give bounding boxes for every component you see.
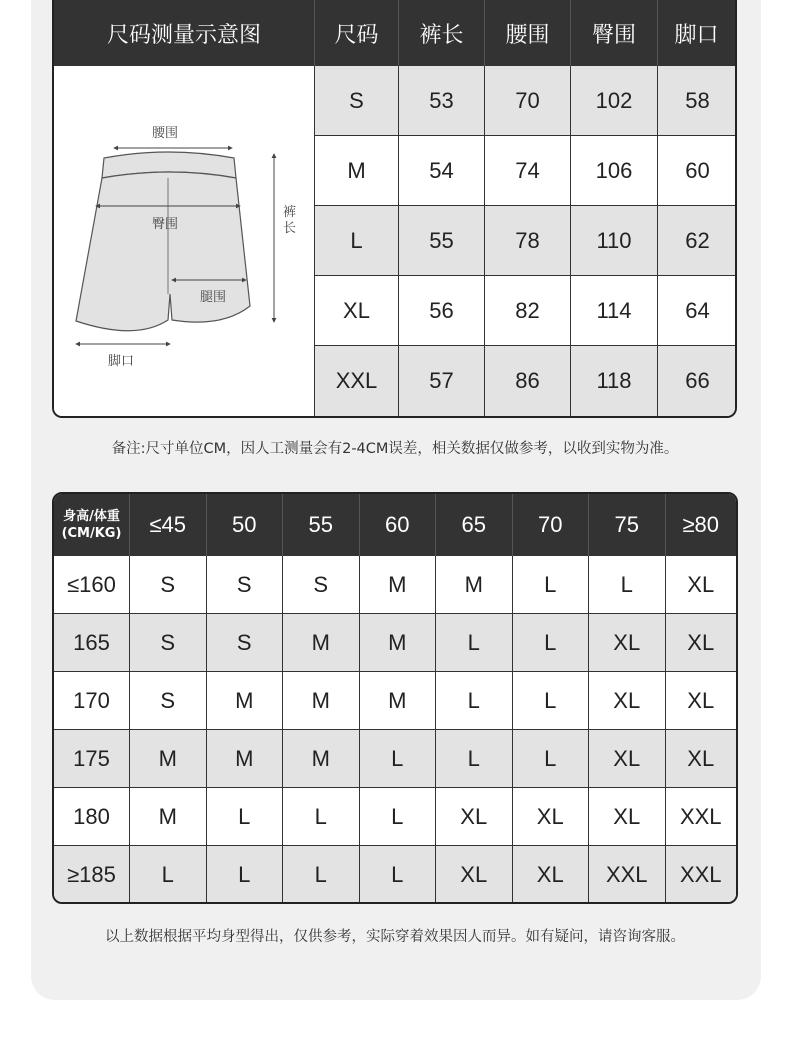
size-cell: M: [283, 672, 360, 729]
size-measurement-table: [52, 0, 737, 418]
size-row: [315, 276, 737, 346]
measurement-note: 备注:尺寸单位CM，因人工测量会有2-4CM误差，相关数据仅做参考，以收到实物为准。: [111, 441, 679, 457]
size-cell: S: [130, 672, 207, 729]
size-cell: M: [436, 556, 513, 613]
hip-cell: 110: [571, 206, 658, 275]
size-cell: XL: [513, 846, 590, 904]
recommend-header-row: [54, 494, 736, 556]
hem-cell: 60: [685, 157, 710, 183]
length-cell: 54: [399, 136, 485, 205]
size-cell: L: [513, 730, 590, 787]
recommend-row: [54, 614, 736, 672]
weight-header: 70: [513, 494, 590, 556]
header-hip: 臀围: [571, 0, 658, 66]
header-hem: 脚口: [674, 22, 719, 48]
corner-line-1: 身高/体重: [63, 509, 120, 524]
size-cell: L: [360, 846, 437, 904]
size-cell: M: [315, 136, 399, 205]
size-recommendation-table: [52, 492, 738, 904]
hip-cell: 102: [571, 66, 658, 135]
size-cell: S: [207, 614, 284, 671]
size-cell: XL: [436, 846, 513, 904]
size-cell: L: [283, 846, 360, 904]
size-row: [315, 206, 737, 276]
waist-cell: 82: [485, 276, 571, 345]
hip-cell: 118: [571, 346, 658, 416]
size-cell: XL: [687, 571, 715, 597]
recommendation-note: 以上数据根据平均身型得出，仅供参考，实际穿着效果因人而异。如有疑问，请咨询客服。: [105, 929, 685, 945]
weight-header: 75: [589, 494, 666, 556]
size-cell: M: [360, 614, 437, 671]
recommend-row: [54, 846, 736, 904]
label-hem: 脚口: [108, 354, 135, 369]
length-cell: 55: [399, 206, 485, 275]
label-waist: 腰围: [152, 126, 179, 141]
size-cell: M: [360, 556, 437, 613]
size-cell: L: [207, 788, 284, 845]
label-length-2: 长: [283, 221, 297, 236]
size-cell: XXL: [679, 803, 722, 829]
size-cell: S: [207, 556, 284, 613]
size-cell: XL: [589, 730, 666, 787]
size-cell: L: [207, 846, 284, 904]
weight-header: 55: [283, 494, 360, 556]
size-cell: L: [589, 556, 666, 613]
length-cell: 56: [399, 276, 485, 345]
size-cell: L: [283, 788, 360, 845]
size-cell: M: [283, 614, 360, 671]
size-cell: S: [315, 66, 399, 135]
size-cell: M: [360, 672, 437, 729]
size-cell: L: [360, 788, 437, 845]
size-cell: L: [360, 730, 437, 787]
waist-cell: 78: [485, 206, 571, 275]
size-cell: M: [207, 730, 284, 787]
size-cell: XXL: [315, 346, 399, 416]
size-row: [315, 136, 737, 206]
hem-cell: 62: [685, 227, 710, 253]
size-row: [315, 346, 737, 416]
size-table-header: [54, 0, 735, 66]
size-cell: M: [130, 788, 207, 845]
size-cell: M: [207, 672, 284, 729]
size-cell: L: [436, 672, 513, 729]
size-cell: XL: [687, 687, 715, 713]
waist-cell: 86: [485, 346, 571, 416]
size-cell: S: [283, 556, 360, 613]
weight-header: 50: [207, 494, 284, 556]
size-row: [315, 66, 737, 136]
header-diagram-title: 尺码测量示意图: [54, 0, 315, 66]
size-cell: L: [436, 730, 513, 787]
weight-header: ≤45: [130, 494, 207, 556]
length-cell: 53: [399, 66, 485, 135]
hem-cell: 66: [685, 368, 710, 393]
height-cell: 180: [54, 788, 130, 845]
height-cell: 170: [54, 672, 130, 729]
recommend-row: [54, 672, 736, 730]
size-cell: L: [513, 556, 590, 613]
size-cell: M: [283, 730, 360, 787]
waist-cell: 70: [485, 66, 571, 135]
shorts-measurement-diagram: [54, 66, 315, 416]
size-cell: XL: [513, 788, 590, 845]
height-cell: 165: [54, 614, 130, 671]
recommend-row: [54, 556, 736, 614]
size-cell: XL: [589, 614, 666, 671]
size-cell: XL: [315, 276, 399, 345]
size-table-body: [315, 66, 737, 416]
shorts-body-shape: [76, 172, 250, 331]
hip-cell: 106: [571, 136, 658, 205]
size-cell: L: [513, 672, 590, 729]
label-thigh: 腿围: [200, 290, 227, 305]
weight-header: ≥80: [682, 512, 720, 537]
height-weight-corner: [54, 494, 130, 556]
size-cell: L: [513, 614, 590, 671]
size-cell: XL: [589, 788, 666, 845]
shorts-diagram-svg: [54, 66, 313, 416]
header-waist: 腰围: [485, 0, 571, 66]
hip-cell: 114: [571, 276, 658, 345]
height-cell: ≤160: [54, 556, 130, 613]
label-hip: 臀围: [152, 217, 179, 232]
weight-header: 65: [436, 494, 513, 556]
hem-cell: 58: [685, 87, 710, 113]
weight-header: 60: [360, 494, 437, 556]
size-cell: XL: [687, 629, 715, 655]
header-length: 裤长: [399, 0, 485, 66]
length-cell: 57: [399, 346, 485, 416]
size-cell: XXL: [679, 862, 722, 887]
size-cell: S: [130, 614, 207, 671]
corner-line-2: (CM/KG): [61, 526, 122, 541]
size-cell: L: [315, 206, 399, 275]
height-cell: ≥185: [54, 846, 130, 904]
waist-cell: 74: [485, 136, 571, 205]
recommend-row: [54, 788, 736, 846]
size-cell: L: [436, 614, 513, 671]
label-length-1: 裤: [283, 205, 297, 220]
size-cell: S: [130, 556, 207, 613]
size-cell: XL: [589, 672, 666, 729]
header-size: 尺码: [315, 0, 399, 66]
size-cell: XL: [687, 745, 715, 771]
size-cell: XXL: [589, 846, 666, 904]
size-cell: XL: [436, 788, 513, 845]
size-cell: M: [130, 730, 207, 787]
size-cell: L: [130, 846, 207, 904]
hem-cell: 64: [685, 297, 710, 323]
recommend-row: [54, 730, 736, 788]
height-cell: 175: [54, 730, 130, 787]
